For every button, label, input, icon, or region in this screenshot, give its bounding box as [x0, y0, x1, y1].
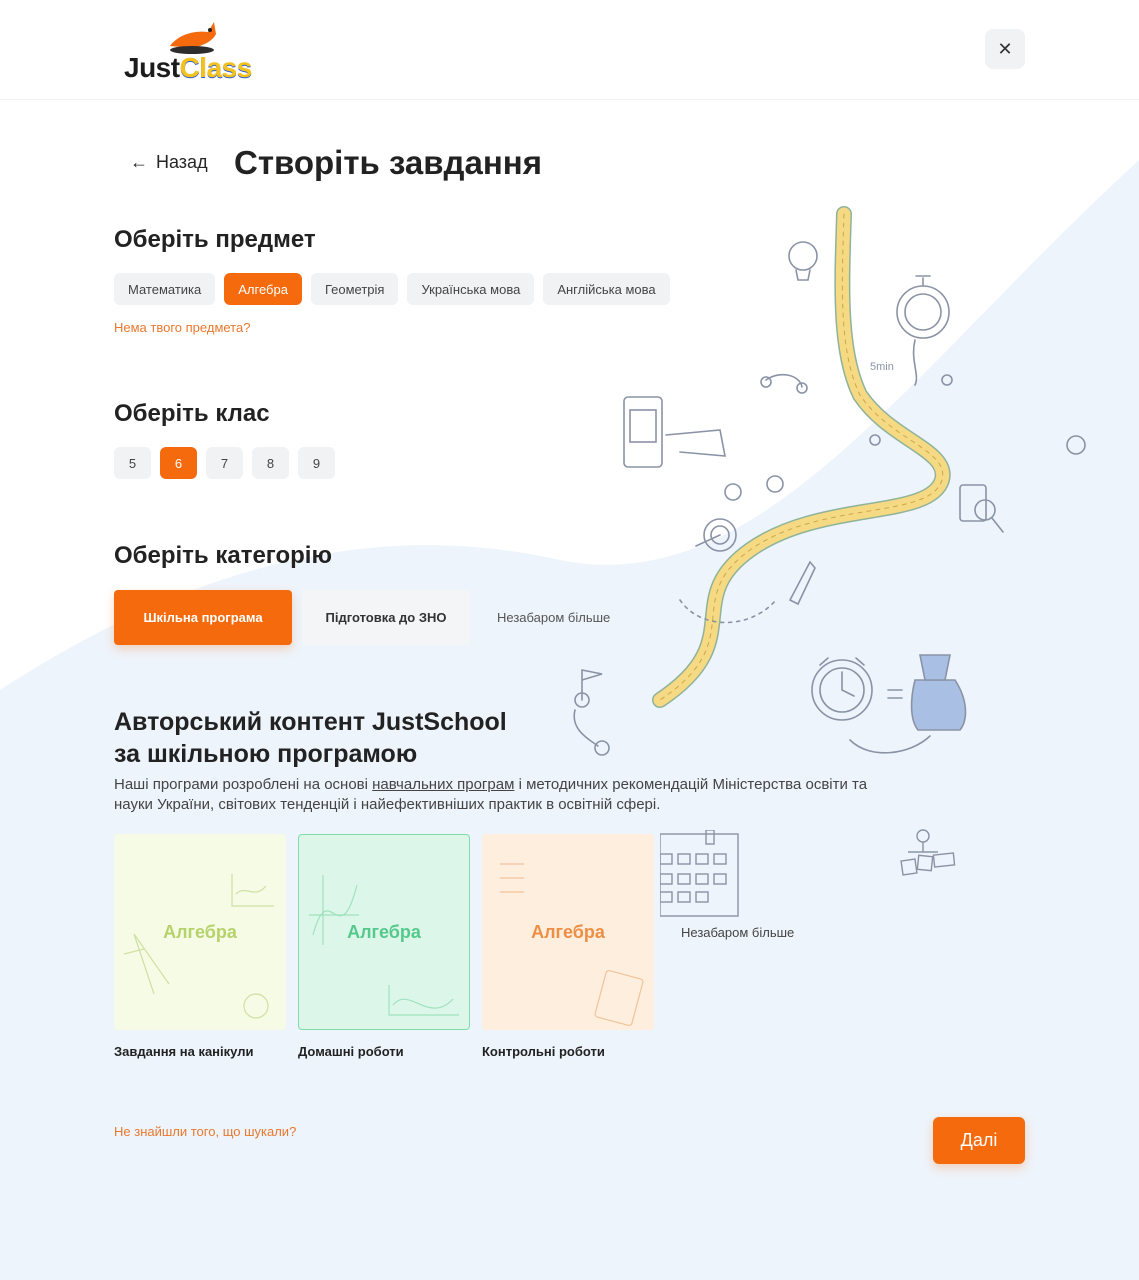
- card-holiday-tasks-cover: [114, 834, 286, 1030]
- not-found-link[interactable]: Не знайшли того, що шукали?: [114, 1124, 297, 1139]
- grade-chip-9[interactable]: 9: [298, 447, 335, 479]
- missing-subject-link[interactable]: Нема твого предмета?: [114, 320, 251, 335]
- flowchart-icon: [900, 828, 958, 878]
- card-tests-label: Алгебра: [531, 921, 605, 942]
- author-content-title: [114, 706, 574, 770]
- curriculum-link[interactable]: навчальних програм: [372, 776, 515, 793]
- desc-before: Наші програми розроблені на основі: [114, 776, 373, 793]
- card-tests[interactable]: [482, 834, 654, 1059]
- grade-chip-8[interactable]: 8: [252, 447, 289, 479]
- card-tests-cover: [482, 834, 654, 1030]
- subject-chips: [114, 273, 670, 305]
- card-holiday-tasks[interactable]: [114, 834, 286, 1059]
- subject-chip-ukrainian[interactable]: Українська мова: [407, 273, 534, 305]
- card-homework-label: Алгебра: [347, 921, 421, 942]
- close-icon: ✕: [997, 38, 1013, 59]
- subject-chip-algebra[interactable]: Алгебра: [224, 273, 302, 305]
- content-cards: [114, 834, 654, 1059]
- card-homework-caption: Домашні роботи: [298, 1044, 404, 1059]
- category-school-program-button[interactable]: Шкільна програма: [114, 590, 292, 645]
- card-homework[interactable]: [298, 834, 470, 1059]
- logo-just: Just: [124, 52, 180, 83]
- grade-chip-7[interactable]: 7: [206, 447, 243, 479]
- subject-chip-english[interactable]: Англійська мова: [543, 273, 669, 305]
- category-title: Оберіть категорію: [114, 542, 332, 569]
- svg-text:5min: 5min: [870, 361, 894, 373]
- next-button[interactable]: Далі: [933, 1117, 1025, 1164]
- card-tests-caption: Контрольні роботи: [482, 1044, 605, 1059]
- desc-after: і методичних рекомендацій Міністерства освіти та науки України, світових тенденцій і найефективніших практик в освітній сфері.: [114, 776, 868, 813]
- subject-title: Оберіть предмет: [114, 226, 316, 253]
- back-label: Назад: [156, 152, 208, 172]
- grade-chip-6[interactable]: 6: [160, 447, 197, 479]
- back-button[interactable]: [130, 152, 208, 173]
- arrow-left-icon: ←: [130, 152, 148, 172]
- author-content-title-line1: Авторський контент JustSchool: [114, 708, 507, 736]
- logo-class: Class: [179, 52, 252, 83]
- subject-chip-geometry[interactable]: Геометрія: [311, 273, 398, 305]
- card-holiday-tasks-label: Алгебра: [163, 921, 237, 942]
- card-homework-cover: [298, 834, 470, 1030]
- grade-chips: [114, 447, 335, 479]
- grade-chip-5[interactable]: 5: [114, 447, 151, 479]
- category-soon-text: Незабаром більше: [497, 610, 611, 625]
- card-holiday-tasks-caption: Завдання на канікули: [114, 1044, 254, 1059]
- page-title: Створіть завдання: [234, 144, 542, 181]
- author-content-description: [114, 775, 884, 815]
- author-content-title-line2: за шкільною програмою: [114, 740, 418, 768]
- category-zno-button[interactable]: Підготовка до ЗНО: [302, 590, 470, 645]
- cards-soon-text: Незабаром більше: [681, 925, 795, 940]
- subject-chip-math[interactable]: Математика: [114, 273, 215, 305]
- grade-title: Оберіть клас: [114, 400, 270, 427]
